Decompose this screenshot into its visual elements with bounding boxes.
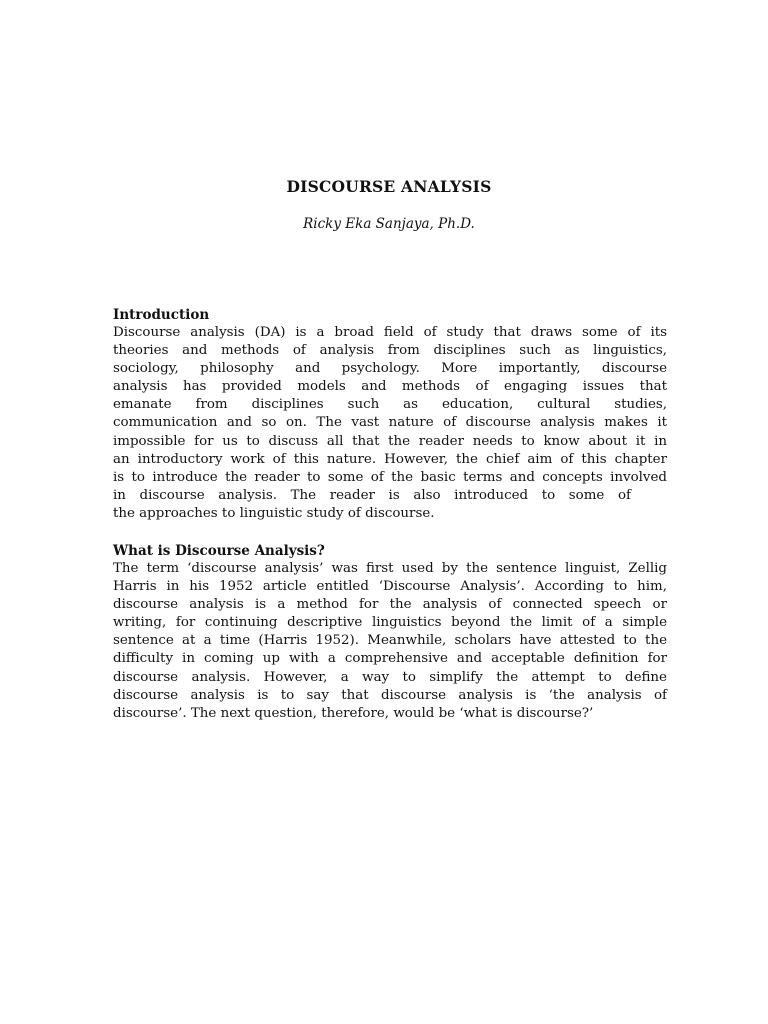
paragraph-line: sentence at a time (Harris 1952). Meanwhile, scholars have attested to the xyxy=(113,633,667,649)
paragraph-line: the approaches to linguistic study of discourse. xyxy=(113,505,435,521)
paragraph-line: sociology, philosophy and psychology. More importantly, discourse xyxy=(113,361,667,377)
paragraph-line: discourse analysis is a method for the analysis of connected speech or xyxy=(113,597,667,613)
section-heading: What is Discourse Analysis? xyxy=(113,543,325,559)
paragraph-line: discourse analysis. However, a way to simplify the attempt to define xyxy=(113,669,667,685)
paragraph-line: analysis has provided models and methods of engaging issues that xyxy=(113,379,667,395)
paragraph-line: is to introduce the reader to some of the basic terms and concepts involved xyxy=(113,469,667,485)
paragraph-line: Discourse analysis (DA) is a broad field of study that draws some of its xyxy=(113,325,667,340)
paragraph-line: difficulty in coming up with a comprehensive and acceptable definition for xyxy=(113,651,667,667)
paragraph-line: The term ‘discourse analysis’ was first used by the sentence linguist, Zellig xyxy=(113,561,667,576)
section-introduction xyxy=(113,306,667,523)
section-paragraph xyxy=(113,324,667,523)
paragraph-line: writing, for continuing descriptive linguistics beyond the limit of a simple xyxy=(113,615,667,631)
document-author: Ricky Eka Sanjaya, Ph.D. xyxy=(303,216,475,232)
paragraph-line: theories and methods of analysis from disciplines such as linguistics, xyxy=(113,343,667,359)
section-heading: Introduction xyxy=(113,307,210,323)
section-what-is-discourse-analysis xyxy=(113,542,667,723)
document-title: DISCOURSE ANALYSIS xyxy=(286,177,492,196)
paragraph-line: communication and so on. The vast nature of discourse analysis makes it xyxy=(113,415,667,431)
paragraph-line: discourse’. The next question, therefore, would be ‘what is discourse?’ xyxy=(113,705,594,721)
paragraph-line: Harris in his 1952 article entitled ‘Discourse Analysis’. According to him, xyxy=(113,579,667,595)
paragraph-line: in discourse analysis. The reader is also introduced to some of xyxy=(113,487,631,503)
paragraph-line: emanate from disciplines such as education, cultural studies, xyxy=(113,397,667,413)
section-paragraph xyxy=(113,560,667,723)
paragraph-line: impossible for us to discuss all that the reader needs to know about it in xyxy=(113,433,667,449)
paragraph-line: an introductory work of this nature. However, the chief aim of this chapter xyxy=(113,451,667,467)
paragraph-line: discourse analysis is to say that discourse analysis is ‘the analysis of xyxy=(113,687,667,703)
